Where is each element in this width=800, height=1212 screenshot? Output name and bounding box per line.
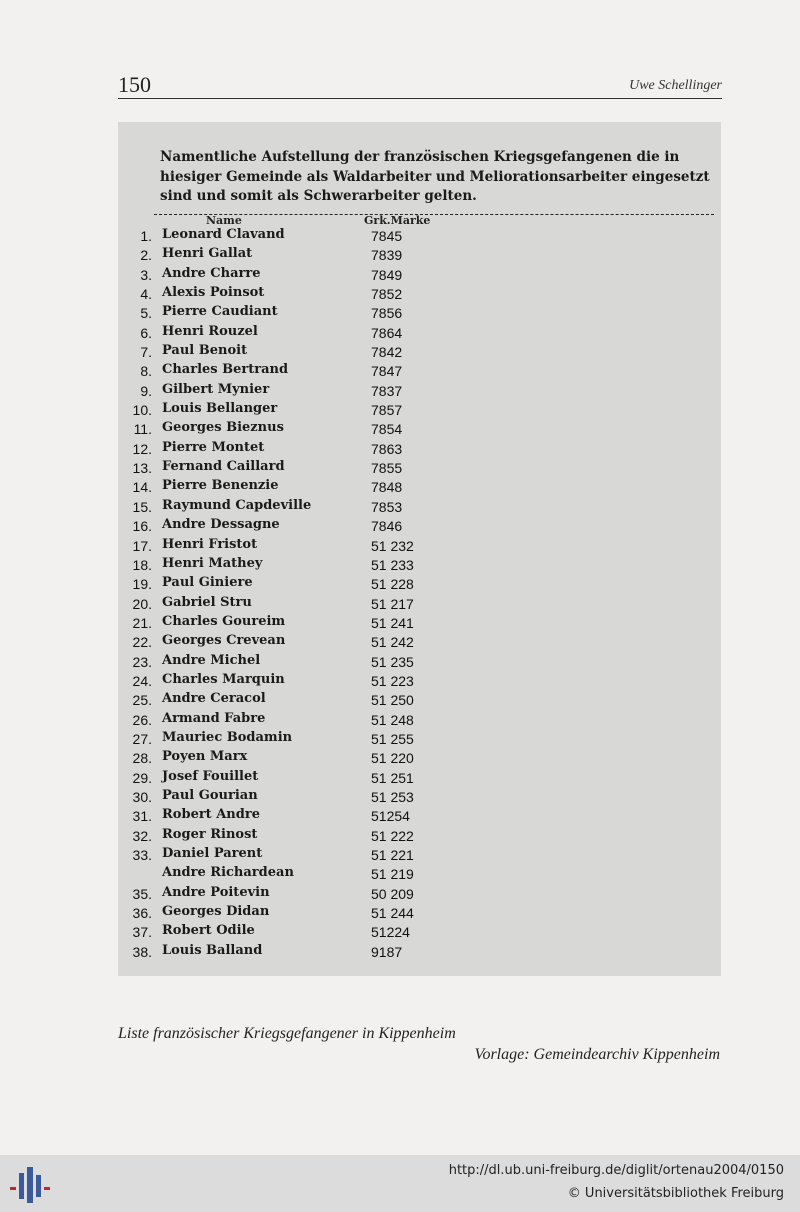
row-index: 9.: [140, 382, 152, 399]
row-index: 8.: [140, 363, 152, 380]
prisoner-name: Charles Goureim: [162, 613, 286, 629]
prisoner-number: 51 221: [371, 847, 414, 863]
row-index: 16.: [132, 518, 152, 535]
prisoner-name: Pierre Caudiant: [162, 304, 278, 320]
table-row: [118, 574, 721, 593]
prisoner-name: Georges Didan: [162, 904, 270, 920]
prisoner-number: 7856: [371, 305, 403, 322]
prisoner-number: 7839: [371, 247, 403, 264]
source-url-link[interactable]: http://dl.ub.uni-freiburg.de/diglit/ortenau2004/0150: [448, 1163, 784, 1178]
row-index: 37.: [132, 924, 152, 941]
column-header-name: Name: [206, 214, 242, 227]
row-index: 19.: [132, 576, 152, 593]
prisoner-number: 7854: [371, 421, 403, 438]
table-row: [118, 265, 721, 284]
prisoner-number: 9187: [371, 943, 403, 960]
table-row: [118, 922, 721, 941]
row-index: 38.: [132, 943, 152, 960]
table-row: [118, 787, 721, 806]
prisoner-name: Georges Crevean: [162, 633, 286, 649]
row-index: 18.: [132, 556, 152, 573]
prisoner-number: 51 251: [371, 769, 414, 786]
row-index: 14.: [132, 479, 152, 496]
prisoner-name: Paul Giniere: [162, 575, 253, 591]
row-index: 33.: [132, 847, 152, 863]
row-index: 13.: [132, 460, 152, 477]
prisoner-name: Mauriec Bodamin: [162, 729, 293, 745]
row-index: 20.: [132, 595, 152, 612]
prisoner-number: 7848: [371, 479, 403, 496]
row-index: 6.: [140, 324, 152, 341]
prisoner-name: Paul Gourian: [162, 787, 258, 803]
footer-bar: [0, 1155, 800, 1212]
table-row: [118, 671, 721, 690]
row-index: 12.: [132, 440, 152, 457]
row-index: 31.: [132, 808, 152, 825]
row-index: 24.: [132, 672, 152, 689]
row-index: 7.: [140, 344, 152, 361]
row-index: 22.: [132, 634, 152, 651]
prisoner-number: 51224: [371, 924, 410, 941]
prisoner-number: 51 250: [371, 692, 414, 709]
prisoner-number: 51 248: [371, 711, 414, 728]
prisoner-number: 7852: [371, 286, 403, 303]
prisoner-number: 51 232: [371, 537, 414, 554]
prisoner-name: Pierre Benenzie: [162, 478, 279, 494]
prisoner-list: [118, 226, 721, 961]
prisoner-number: 7864: [371, 324, 403, 341]
prisoner-name: Henri Rouzel: [162, 323, 258, 339]
prisoner-name: Poyen Marx: [162, 749, 248, 765]
prisoner-number: 51 244: [371, 905, 414, 922]
prisoner-number: 51 217: [371, 595, 414, 612]
row-index: 2.: [140, 247, 152, 264]
row-index: 25.: [132, 692, 152, 709]
prisoner-name: Henri Fristot: [162, 536, 258, 552]
page-number: 150: [118, 72, 151, 97]
table-row: [118, 710, 721, 729]
table-row: [118, 226, 721, 245]
prisoner-number: 7849: [371, 266, 403, 283]
prisoner-number: 7837: [371, 382, 403, 399]
table-row: [118, 555, 721, 574]
row-index: 32.: [132, 827, 152, 844]
prisoner-number: 51 253: [371, 788, 414, 805]
prisoner-number: 7845: [371, 228, 403, 244]
prisoner-name: Raymund Capdeville: [162, 497, 312, 513]
prisoner-number: 51 255: [371, 730, 414, 747]
table-row: [118, 864, 721, 883]
prisoner-name: Robert Andre: [162, 807, 260, 823]
row-index: 4.: [140, 286, 152, 303]
table-row: [118, 303, 721, 322]
table-row: [118, 652, 721, 671]
row-index: 10.: [132, 402, 152, 419]
table-row: [118, 845, 721, 864]
prisoner-name: Paul Benoit: [162, 343, 248, 359]
prisoner-number: 7847: [371, 363, 403, 380]
prisoner-name: Charles Bertrand: [162, 362, 289, 378]
table-row: [118, 748, 721, 767]
prisoner-number: 51 228: [371, 576, 414, 593]
prisoner-number: 7863: [371, 440, 403, 457]
row-index: 3.: [140, 266, 152, 283]
table-row: [118, 497, 721, 516]
row-index: 35.: [132, 885, 152, 902]
prisoner-number: 51 223: [371, 672, 414, 689]
prisoner-name: Leonard Clavand: [162, 227, 285, 242]
prisoner-name: Louis Balland: [162, 942, 263, 958]
column-header-number: Grk.Marke: [364, 214, 431, 227]
table-row: [118, 245, 721, 264]
header-rule: [118, 98, 722, 99]
caption-title: Liste französischer Kriegsgefangener in Kippenheim: [118, 1025, 456, 1042]
row-index: 1.: [140, 228, 152, 244]
prisoner-name: Alexis Poinsot: [162, 285, 265, 301]
prisoner-number: 7855: [371, 460, 403, 477]
table-row: [118, 613, 721, 632]
table-row: [118, 284, 721, 303]
row-index: 27.: [132, 730, 152, 747]
running-header-author: Uwe Schellinger: [629, 78, 722, 93]
document-intro: Namentliche Aufstellung der französischen Kriegsgefangenen die in hiesiger Gemeinde als Waldarbeiter und Meliorationsarbeiter eingesetzt sind und somit als Schwerarbeiter gelten.: [160, 149, 710, 204]
row-index: 11.: [133, 421, 152, 438]
table-row: [118, 632, 721, 651]
table-row: [118, 323, 721, 342]
table-row: [118, 361, 721, 380]
table-row: [118, 381, 721, 400]
table-row: [118, 729, 721, 748]
prisoner-name: Andre Richardean: [162, 865, 294, 881]
table-row: [118, 903, 721, 922]
row-index: 17.: [132, 537, 152, 554]
row-index: 36.: [132, 905, 152, 922]
table-row: [118, 826, 721, 845]
prisoner-name: Charles Marquin: [162, 671, 285, 687]
prisoner-name: Andre Dessagne: [162, 517, 280, 533]
table-row: [118, 400, 721, 419]
prisoner-number: 7842: [371, 344, 403, 361]
prisoner-number: 51254: [371, 808, 410, 825]
prisoner-name: Henri Mathey: [162, 555, 263, 571]
prisoner-number: 7857: [371, 402, 403, 419]
prisoner-name: Daniel Parent: [162, 846, 263, 861]
table-row: [118, 516, 721, 535]
prisoner-name: Andre Charre: [162, 265, 261, 281]
prisoner-number: 51 235: [371, 653, 414, 670]
table-row: [118, 458, 721, 477]
row-index: 29.: [132, 769, 152, 786]
prisoner-number: 51 220: [371, 750, 414, 767]
prisoner-number: 51 233: [371, 556, 414, 573]
prisoner-name: Andre Michel: [162, 652, 261, 668]
row-index: 21.: [132, 614, 152, 631]
prisoner-name: Gabriel Stru: [162, 594, 252, 610]
row-index: 30.: [132, 788, 152, 805]
caption-source: Vorlage: Gemeindearchiv Kippenheim: [474, 1046, 720, 1063]
prisoner-name: Armand Fabre: [162, 710, 266, 726]
scanned-document: [118, 122, 721, 976]
table-row: [118, 536, 721, 555]
row-index: 23.: [132, 653, 152, 670]
table-row: [118, 342, 721, 361]
row-index: 15.: [132, 498, 152, 515]
table-row: [118, 690, 721, 709]
table-row: [118, 419, 721, 438]
prisoner-name: Andre Poitevin: [162, 884, 270, 900]
prisoner-number: 7853: [371, 498, 403, 515]
prisoner-name: Gilbert Mynier: [162, 381, 270, 397]
prisoner-name: Pierre Montet: [162, 439, 265, 455]
copyright-notice: © Universitätsbibliothek Freiburg: [567, 1186, 784, 1201]
prisoner-name: Josef Fouillet: [162, 768, 259, 784]
prisoner-number: 51 219: [371, 866, 414, 883]
prisoner-name: Andre Ceracol: [162, 691, 266, 707]
prisoner-number: 50 209: [371, 885, 414, 902]
prisoner-name: Henri Gallat: [162, 246, 253, 262]
prisoner-number: 51 242: [371, 634, 414, 651]
prisoner-name: Robert Odile: [162, 923, 255, 939]
table-row: [118, 768, 721, 787]
prisoner-name: Georges Bieznus: [162, 420, 284, 436]
library-logo-icon: [10, 1167, 50, 1203]
row-index: 28.: [132, 750, 152, 767]
table-row: [118, 477, 721, 496]
prisoner-name: Louis Bellanger: [162, 401, 278, 417]
prisoner-number: 7846: [371, 518, 403, 535]
prisoner-name: Fernand Caillard: [162, 459, 285, 475]
table-row: [118, 439, 721, 458]
table-row: [118, 942, 721, 961]
prisoner-number: 51 241: [371, 614, 414, 631]
row-index: 5.: [140, 305, 152, 322]
table-row: [118, 884, 721, 903]
row-index: 26.: [132, 711, 152, 728]
table-row: [118, 594, 721, 613]
prisoner-number: 51 222: [371, 827, 414, 844]
prisoner-name: Roger Rinost: [162, 826, 258, 842]
table-row: [118, 806, 721, 825]
